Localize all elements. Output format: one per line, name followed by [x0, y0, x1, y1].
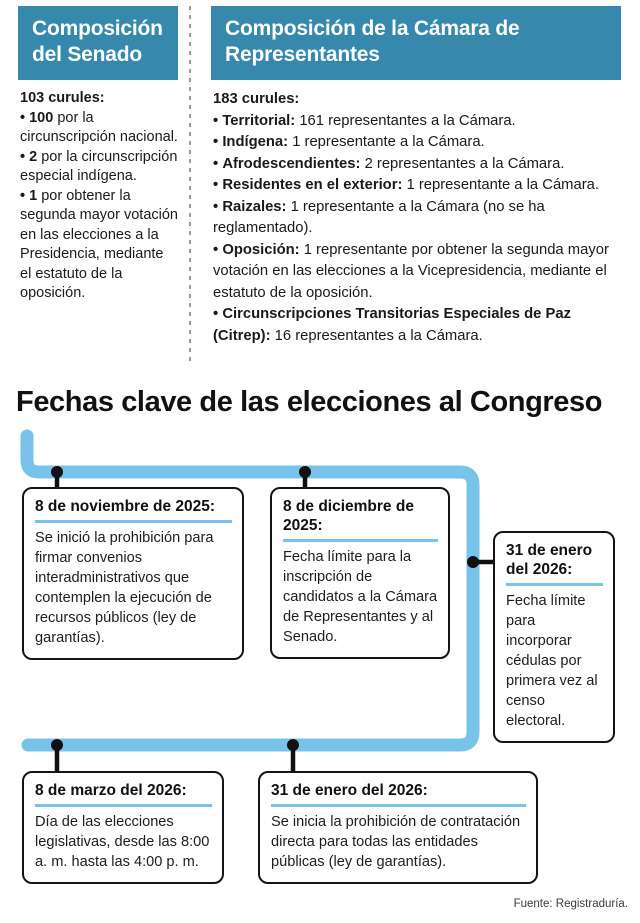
node-dot-3 [467, 556, 479, 568]
house-item-5-text: 1 representante por obtener la segunda mayor votación en las elecciones a la Vicepresidencia, mediante el estatuto de la oposición. [213, 241, 609, 301]
timeline-card-3-date: 31 de enero del 2026: [506, 542, 593, 578]
senate-item-1 [20, 148, 178, 187]
house-item-1-strong: Indígena: [222, 134, 289, 150]
house-panel-body [211, 80, 621, 347]
house-total-seats: 183 curules: [213, 91, 300, 107]
timeline-card-5-desc: Se inicia la prohibición de contratación directa para todas las entidades públicas (ley de garantías). [271, 814, 521, 870]
senate-item-0 [20, 109, 178, 148]
house-item-0-strong: Territorial: [222, 112, 296, 129]
senate-item-2-text: por obtener la segunda mayor votación en las elecciones a la Presidencia, mediante el estatuto de la oposición. [20, 187, 178, 301]
timeline-card-2[interactable] [270, 487, 450, 659]
timeline-card-1-desc: Se inició la prohibición para firmar convenios interadministrativos que contemplen la ejecución de recursos públicos (ley de garantías). [35, 530, 214, 646]
timeline-card-5-rule [271, 804, 526, 807]
senate-title-line1: Composición [32, 17, 163, 40]
senate-item-0-strong: 100 [29, 109, 54, 126]
house-item-2 [213, 154, 621, 176]
house-item-6-strong: Circunscripciones Transitorias Especiales de Paz (Citrep): [213, 306, 572, 344]
bullet-icon: • [213, 155, 219, 172]
column-divider [189, 6, 191, 364]
node-dot-2 [299, 466, 311, 478]
house-item-4-strong: Raizales: [222, 198, 287, 215]
house-item-1-text: 1 representante a la Cámara. [288, 134, 485, 150]
timeline-card-5[interactable] [258, 771, 538, 884]
senate-total-seats: 103 curules: [20, 90, 105, 106]
bullet-icon: • [20, 109, 26, 126]
source-credit: Fuente: Registraduría. [513, 898, 628, 910]
senate-composition-column [18, 6, 178, 304]
house-item-4-text: 1 representante a la Cámara (no se ha reglamentado). [213, 198, 545, 236]
house-composition-column [211, 6, 621, 347]
bullet-icon: • [213, 241, 219, 258]
node-dot-1 [51, 466, 63, 478]
timeline-card-1-rule [35, 520, 232, 523]
bullet-icon: • [213, 112, 219, 129]
house-item-2-strong: Afrodescendientes: [222, 155, 361, 172]
house-title-line2: Representantes [225, 43, 380, 66]
timeline-card-5-date: 31 de enero del 2026: [271, 782, 428, 799]
house-item-6 [213, 304, 621, 347]
house-item-2-text: 2 representantes a la Cámara. [360, 155, 565, 172]
senate-item-1-text: por la circunscripción especial indígena. [20, 148, 178, 184]
senate-panel-body [18, 80, 178, 304]
timeline-card-4[interactable] [22, 771, 224, 884]
node-dot-4 [51, 739, 63, 751]
bullet-icon: • [20, 148, 26, 165]
bullet-icon: • [213, 306, 219, 322]
house-title-line1: Composición de la Cámara de [225, 17, 520, 40]
house-item-0-text: 161 representantes a la Cámara. [295, 112, 516, 129]
house-item-6-text: 16 representantes a la Cámara. [270, 327, 483, 344]
timeline-card-2-rule [283, 539, 438, 542]
senate-panel-header [18, 6, 178, 80]
senate-item-0-text: por la circunscripción nacional. [20, 109, 178, 145]
bullet-icon: • [213, 177, 219, 193]
bullet-icon: • [20, 187, 26, 204]
bullet-icon: • [213, 134, 219, 150]
timeline-card-4-desc: Día de las elecciones legislativas, desde las 8:00 a. m. hasta las 4:00 p. m. [35, 814, 210, 870]
timeline-card-1-date: 8 de noviembre de 2025: [35, 498, 216, 515]
house-item-5 [213, 240, 621, 305]
timeline-card-4-rule [35, 804, 212, 807]
composition-section [0, 0, 640, 372]
timeline-card-1[interactable] [22, 487, 244, 660]
house-item-1 [213, 132, 621, 154]
timeline-card-4-date: 8 de marzo del 2026: [35, 782, 187, 799]
timeline-card-2-date: 8 de diciembre de 2025: [283, 498, 414, 534]
house-panel-header [211, 6, 621, 80]
bullet-icon: • [213, 198, 219, 215]
house-item-5-strong: Oposición: [222, 241, 300, 258]
timeline-card-3[interactable] [493, 531, 615, 743]
timeline-card-3-rule [506, 583, 603, 586]
house-item-3-strong: Residentes en el exterior: [222, 177, 403, 193]
house-item-0 [213, 111, 621, 133]
house-item-4 [213, 197, 621, 240]
senate-item-2-strong: 1 [29, 187, 38, 204]
senate-item-1-strong: 2 [29, 148, 38, 165]
timeline-card-2-desc: Fecha límite para la inscripción de candidatos a la Cámara de Representantes y al Senado. [283, 549, 438, 645]
house-item-3-text: 1 representante a la Cámara. [402, 177, 600, 193]
senate-title-line2: del Senado [32, 43, 143, 66]
node-dot-5 [287, 739, 299, 751]
senate-item-2 [20, 187, 178, 304]
timeline-title: Fechas clave de las elecciones al Congreso [16, 386, 603, 418]
timeline-card-3-desc: Fecha límite para incorporar cédulas por primera vez al censo electoral. [506, 593, 598, 729]
house-item-3 [213, 175, 621, 197]
